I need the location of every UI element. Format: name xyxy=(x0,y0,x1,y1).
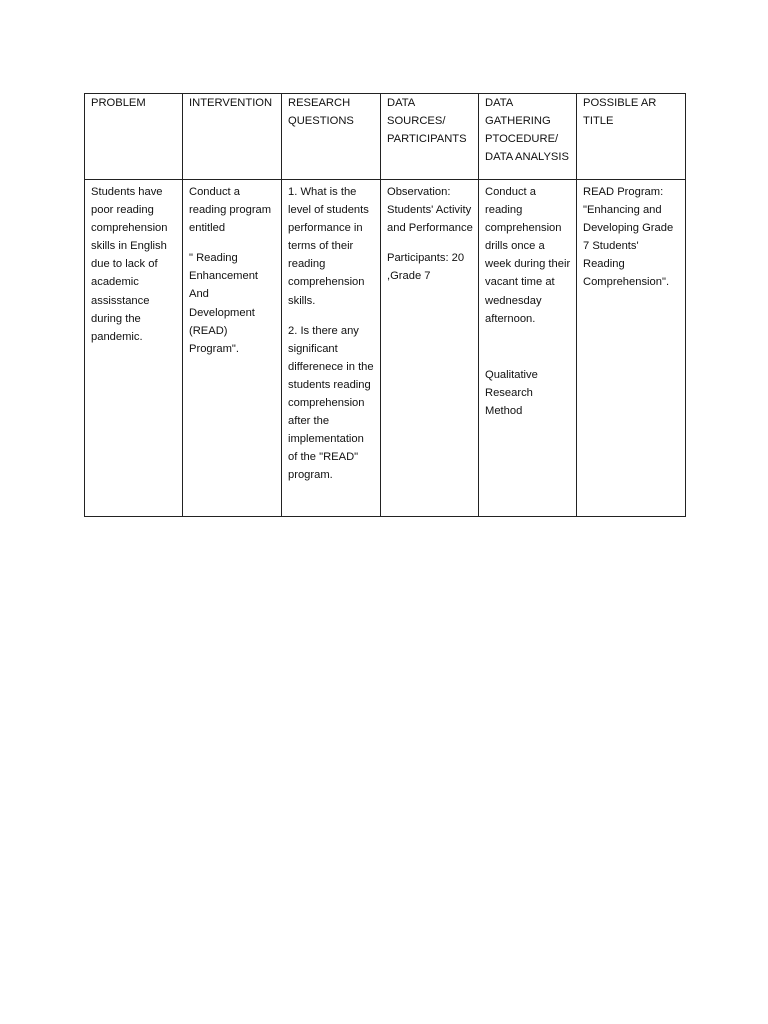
action-research-table xyxy=(84,93,686,517)
intervention-text: Conduct a reading program entitled xyxy=(189,186,272,235)
header-intervention: INTERVENTION xyxy=(183,94,282,180)
header-data-sources: DATA SOURCES/ PARTICIPANTS xyxy=(381,94,479,180)
data-gathering-procedure: Conduct a reading comprehension drills once a week during their vacant time at wednesday afternoon. xyxy=(485,186,571,325)
cell-data-sources xyxy=(381,180,479,517)
table-row xyxy=(85,180,686,517)
header-research-questions: RESEARCH QUESTIONS xyxy=(282,94,381,180)
cell-ar-title xyxy=(577,180,686,517)
research-question-2: 2. Is there any significant differenece in the students reading comprehension after the implementation of the "READ" program. xyxy=(288,324,374,482)
table-header-row xyxy=(85,94,686,180)
header-problem: PROBLEM xyxy=(85,94,183,180)
cell-data-gathering xyxy=(479,180,577,517)
cell-problem xyxy=(85,180,183,517)
problem-text: Students have poor reading comprehension skills in English due to lack of academic assisstance during the pandemic. xyxy=(91,186,168,343)
cell-research-questions xyxy=(282,180,381,517)
data-analysis-method: Qualitative Research Method xyxy=(485,368,538,417)
data-source-observation: Observation: Students' Activity and Performance xyxy=(387,186,473,235)
research-question-1: 1. What is the level of students performance in terms of their reading comprehension skills. xyxy=(288,186,369,307)
ar-title-text: READ Program: "Enhancing and Developing Grade 7 Students' Reading Comprehension". xyxy=(583,186,674,289)
intervention-program-name: " Reading Enhancement And Development (READ) Program". xyxy=(189,252,259,355)
header-data-gathering: DATA GATHERING PTOCEDURE/ DATA ANALYSIS xyxy=(479,94,577,180)
header-ar-title: POSSIBLE AR TITLE xyxy=(577,94,686,180)
cell-intervention xyxy=(183,180,282,517)
data-source-participants: Participants: 20 ,Grade 7 xyxy=(387,252,465,283)
